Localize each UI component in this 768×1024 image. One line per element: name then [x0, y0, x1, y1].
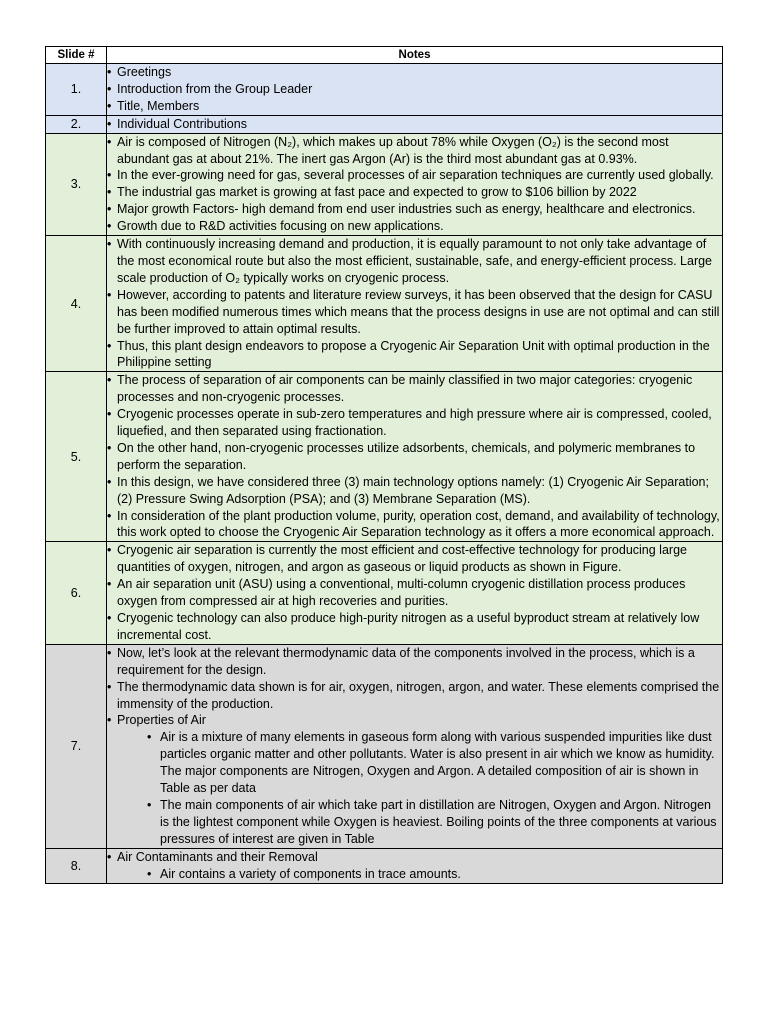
table-row: [46, 115, 723, 133]
slide-number: 1.: [46, 64, 107, 116]
table-row: [46, 848, 723, 883]
bullet-item: • An air separation unit (ASU) using a conventional, multi-column cryogenic distillation process produces oxygen from compressed air at high recoveries and purities.: [107, 576, 722, 610]
sub-bullet-item: • Air is a mixture of many elements in gaseous form along with various suspended impurities like dust particles organic matter and other pollutants. Water is also present in air which we know as humidity. The major components are Nitrogen, Oxygen and Argon. A detailed composition of air is shown in Table as per data: [147, 729, 722, 797]
bullet-item: • However, according to patents and literature review surveys, it has been observed that the design for CASU has been modified numerous times which means that the process designs in use are not optimal and can still be further improved to attain optimal results.: [107, 287, 722, 338]
bullet-item: • Introduction from the Group Leader: [107, 81, 722, 98]
bullet-item: • Title, Members: [107, 98, 722, 115]
bullet-item: • The process of separation of air components can be mainly classified in two major categories: cryogenic processes and non-cryogenic processes.: [107, 372, 722, 406]
notes-cell: [107, 64, 723, 116]
sub-bullet-item: • Air contains a variety of components in trace amounts.: [147, 866, 722, 883]
slide-number: 2.: [46, 115, 107, 133]
notes-cell: [107, 133, 723, 235]
notes-column-header: Notes: [107, 47, 723, 64]
notes-cell: [107, 644, 723, 848]
bullet-item: • Individual Contributions: [107, 116, 722, 133]
table-row: [46, 64, 723, 116]
bullet-item: • Cryogenic air separation is currently the most efficient and cost-effective technology for producing large quantities of oxygen, nitrogen, and argon as gaseous or liquid products as shown in Figure.: [107, 542, 722, 576]
bullet-item: • In the ever-growing need for gas, several processes of air separation techniques are currently used globally.: [107, 167, 722, 184]
slide-number: 7.: [46, 644, 107, 848]
slide-number: 6.: [46, 542, 107, 644]
bullet-item: • Now, let’s look at the relevant thermodynamic data of the components involved in the process, which is a requirement for the design.: [107, 645, 722, 679]
table-row: [46, 372, 723, 542]
bullet-item: • Air is composed of Nitrogen (N₂), which makes up about 78% while Oxygen (O₂) is the second most abundant gas at about 21%. The inert gas Argon (Ar) is the third most abundant gas at 0.93%.: [107, 134, 722, 168]
slide-number: 5.: [46, 372, 107, 542]
notes-table: [45, 46, 723, 884]
bullet-item: • Thus, this plant design endeavors to propose a Cryogenic Air Separation Unit with optimal production in the Philippine setting: [107, 338, 722, 372]
bullet-item: • The thermodynamic data shown is for air, oxygen, nitrogen, argon, and water. These elements comprised the immensity of the production.: [107, 679, 722, 713]
bullet-item: • On the other hand, non-cryogenic processes utilize adsorbents, chemicals, and polymeric membranes to perform the separation.: [107, 440, 722, 474]
table-row: [46, 542, 723, 644]
slide-number: 4.: [46, 236, 107, 372]
notes-cell: [107, 115, 723, 133]
notes-cell: [107, 848, 723, 883]
slide-column-header: Slide #: [46, 47, 107, 64]
bullet-item: • The industrial gas market is growing at fast pace and expected to grow to $106 billion by 2022: [107, 184, 722, 201]
sub-bullet-item: • The main components of air which take part in distillation are Nitrogen, Oxygen and Argon. Nitrogen is the lightest component while Oxygen is heaviest. Boiling points of the three components at various pressures of interest are given in Table: [147, 797, 722, 848]
notes-cell: [107, 372, 723, 542]
bullet-item: • Growth due to R&D activities focusing on new applications.: [107, 218, 722, 235]
bullet-item: • Cryogenic processes operate in sub-zero temperatures and high pressure where air is compressed, cooled, liquefied, and then separated using fractionation.: [107, 406, 722, 440]
bullet-item: • With continuously increasing demand and production, it is equally paramount to not only take advantage of the most economical route but also the most efficient, sustainable, safe, and energy-efficient process. Large scale production of O₂ typically works on cryogenic process.: [107, 236, 722, 287]
bullet-item: • Properties of Air: [107, 712, 722, 729]
bullet-item: • Cryogenic technology can also produce high-purity nitrogen as a useful byproduct stream at relatively low incremental cost.: [107, 610, 722, 644]
table-row: [46, 644, 723, 848]
table-row: [46, 236, 723, 372]
slide-number: 8.: [46, 848, 107, 883]
notes-cell: [107, 236, 723, 372]
bullet-item: • In this design, we have considered three (3) main technology options namely: (1) Cryogenic Air Separation; (2) Pressure Swing Adsorption (PSA); and (3) Membrane Separation (MS).: [107, 474, 722, 508]
notes-cell: [107, 542, 723, 644]
header-row: [46, 47, 723, 64]
bullet-item: • Greetings: [107, 64, 722, 81]
bullet-item: • In consideration of the plant production volume, purity, operation cost, demand, and availability of technology, this work opted to choose the Cryogenic Air Separation technology as it offers a more economical approach.: [107, 508, 722, 542]
bullet-item: • Air Contaminants and their Removal: [107, 849, 722, 866]
table-row: [46, 133, 723, 235]
slide-number: 3.: [46, 133, 107, 235]
bullet-item: • Major growth Factors- high demand from end user industries such as energy, healthcare and electronics.: [107, 201, 722, 218]
